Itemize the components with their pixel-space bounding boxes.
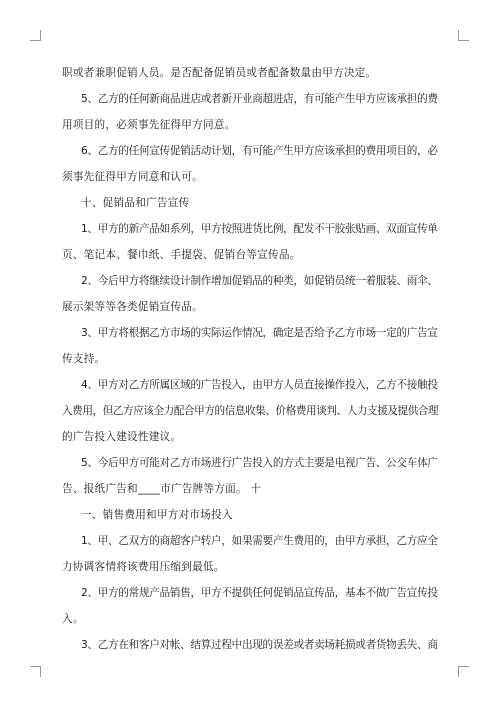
paragraph-line: 职或者兼职促销人员。是否配备促销员或者配备数量由甲方决定。	[62, 67, 377, 79]
crop-mark-bottom-right	[458, 666, 469, 677]
paragraph-line: 展示架等等各类促销宣传品。	[62, 301, 203, 313]
paragraph-line: 5、今后甲方可能对乙方市场进行广告投入的方式主要是电视广告、公交车体广	[81, 457, 438, 469]
paragraph-line: 入费用，但乙方应该全力配合甲方的信息收集、价格费用谈判、人力支援及提供合理	[62, 405, 439, 417]
paragraph-line: 2、甲方的常规产品销售，甲方不提供任何促销品宣传品，基本不做广告宣传投	[81, 587, 438, 599]
section-heading: 十、促销品和广告宣传	[81, 197, 190, 209]
section-heading: 一、销售费用和甲方对市场投入	[81, 509, 233, 521]
paragraph-line: 告、报纸广告和____市广告牌等方面。 十	[62, 483, 262, 495]
paragraph-line: 2、今后甲方将继续设计制作增加促销品的种类，如促销员统一着服装、雨伞、	[81, 275, 438, 287]
paragraph-line: 6、乙方的任何宣传促销活动计划，有可能产生甲方应该承担的费用项目的，必	[81, 145, 438, 157]
paragraph-line: 须事先征得甲方同意和认可。	[62, 171, 203, 183]
paragraph-line: 力协调客情将该费用压缩到最低。	[62, 561, 225, 573]
paragraph-line: 传支持。	[62, 353, 106, 365]
paragraph-line: 5、乙方的任何新商品进店或者新开业商超进店，有可能产生甲方应该承担的费	[81, 93, 438, 105]
paragraph-line: 3、乙方在和客户对帐、结算过程中出现的误差或者卖场耗损或者货物丢失、商	[81, 639, 438, 651]
paragraph-line: 1、甲方的新产品如系列，甲方按照进货比例，配发不干胶张贴画、双面宣传单	[81, 223, 438, 235]
paragraph-line: 4、甲方对乙方所属区域的广告投入，由甲方人员直接操作投入，乙方不接触投	[81, 379, 438, 391]
crop-mark-top-right	[458, 30, 469, 41]
paragraph-line: 页、笔记本、餐巾纸、手提袋、促销台等宣传品。	[62, 249, 301, 261]
paragraph-line: 入。	[62, 613, 84, 625]
crop-mark-bottom-left	[30, 666, 41, 677]
crop-mark-top-left	[30, 30, 41, 41]
paragraph-line: 3、甲方将根据乙方市场的实际运作情况，确定是否给予乙方市场一定的广告宣	[81, 327, 438, 339]
paragraph-line: 1、甲、乙双方的商超客户转户，如果需要产生费用的，由甲方承担，乙方应全	[81, 535, 438, 547]
paragraph-line: 用项目的，必须事先征得甲方同意。	[62, 119, 236, 131]
paragraph-line: 的广告投入建设性建议。	[62, 431, 182, 443]
